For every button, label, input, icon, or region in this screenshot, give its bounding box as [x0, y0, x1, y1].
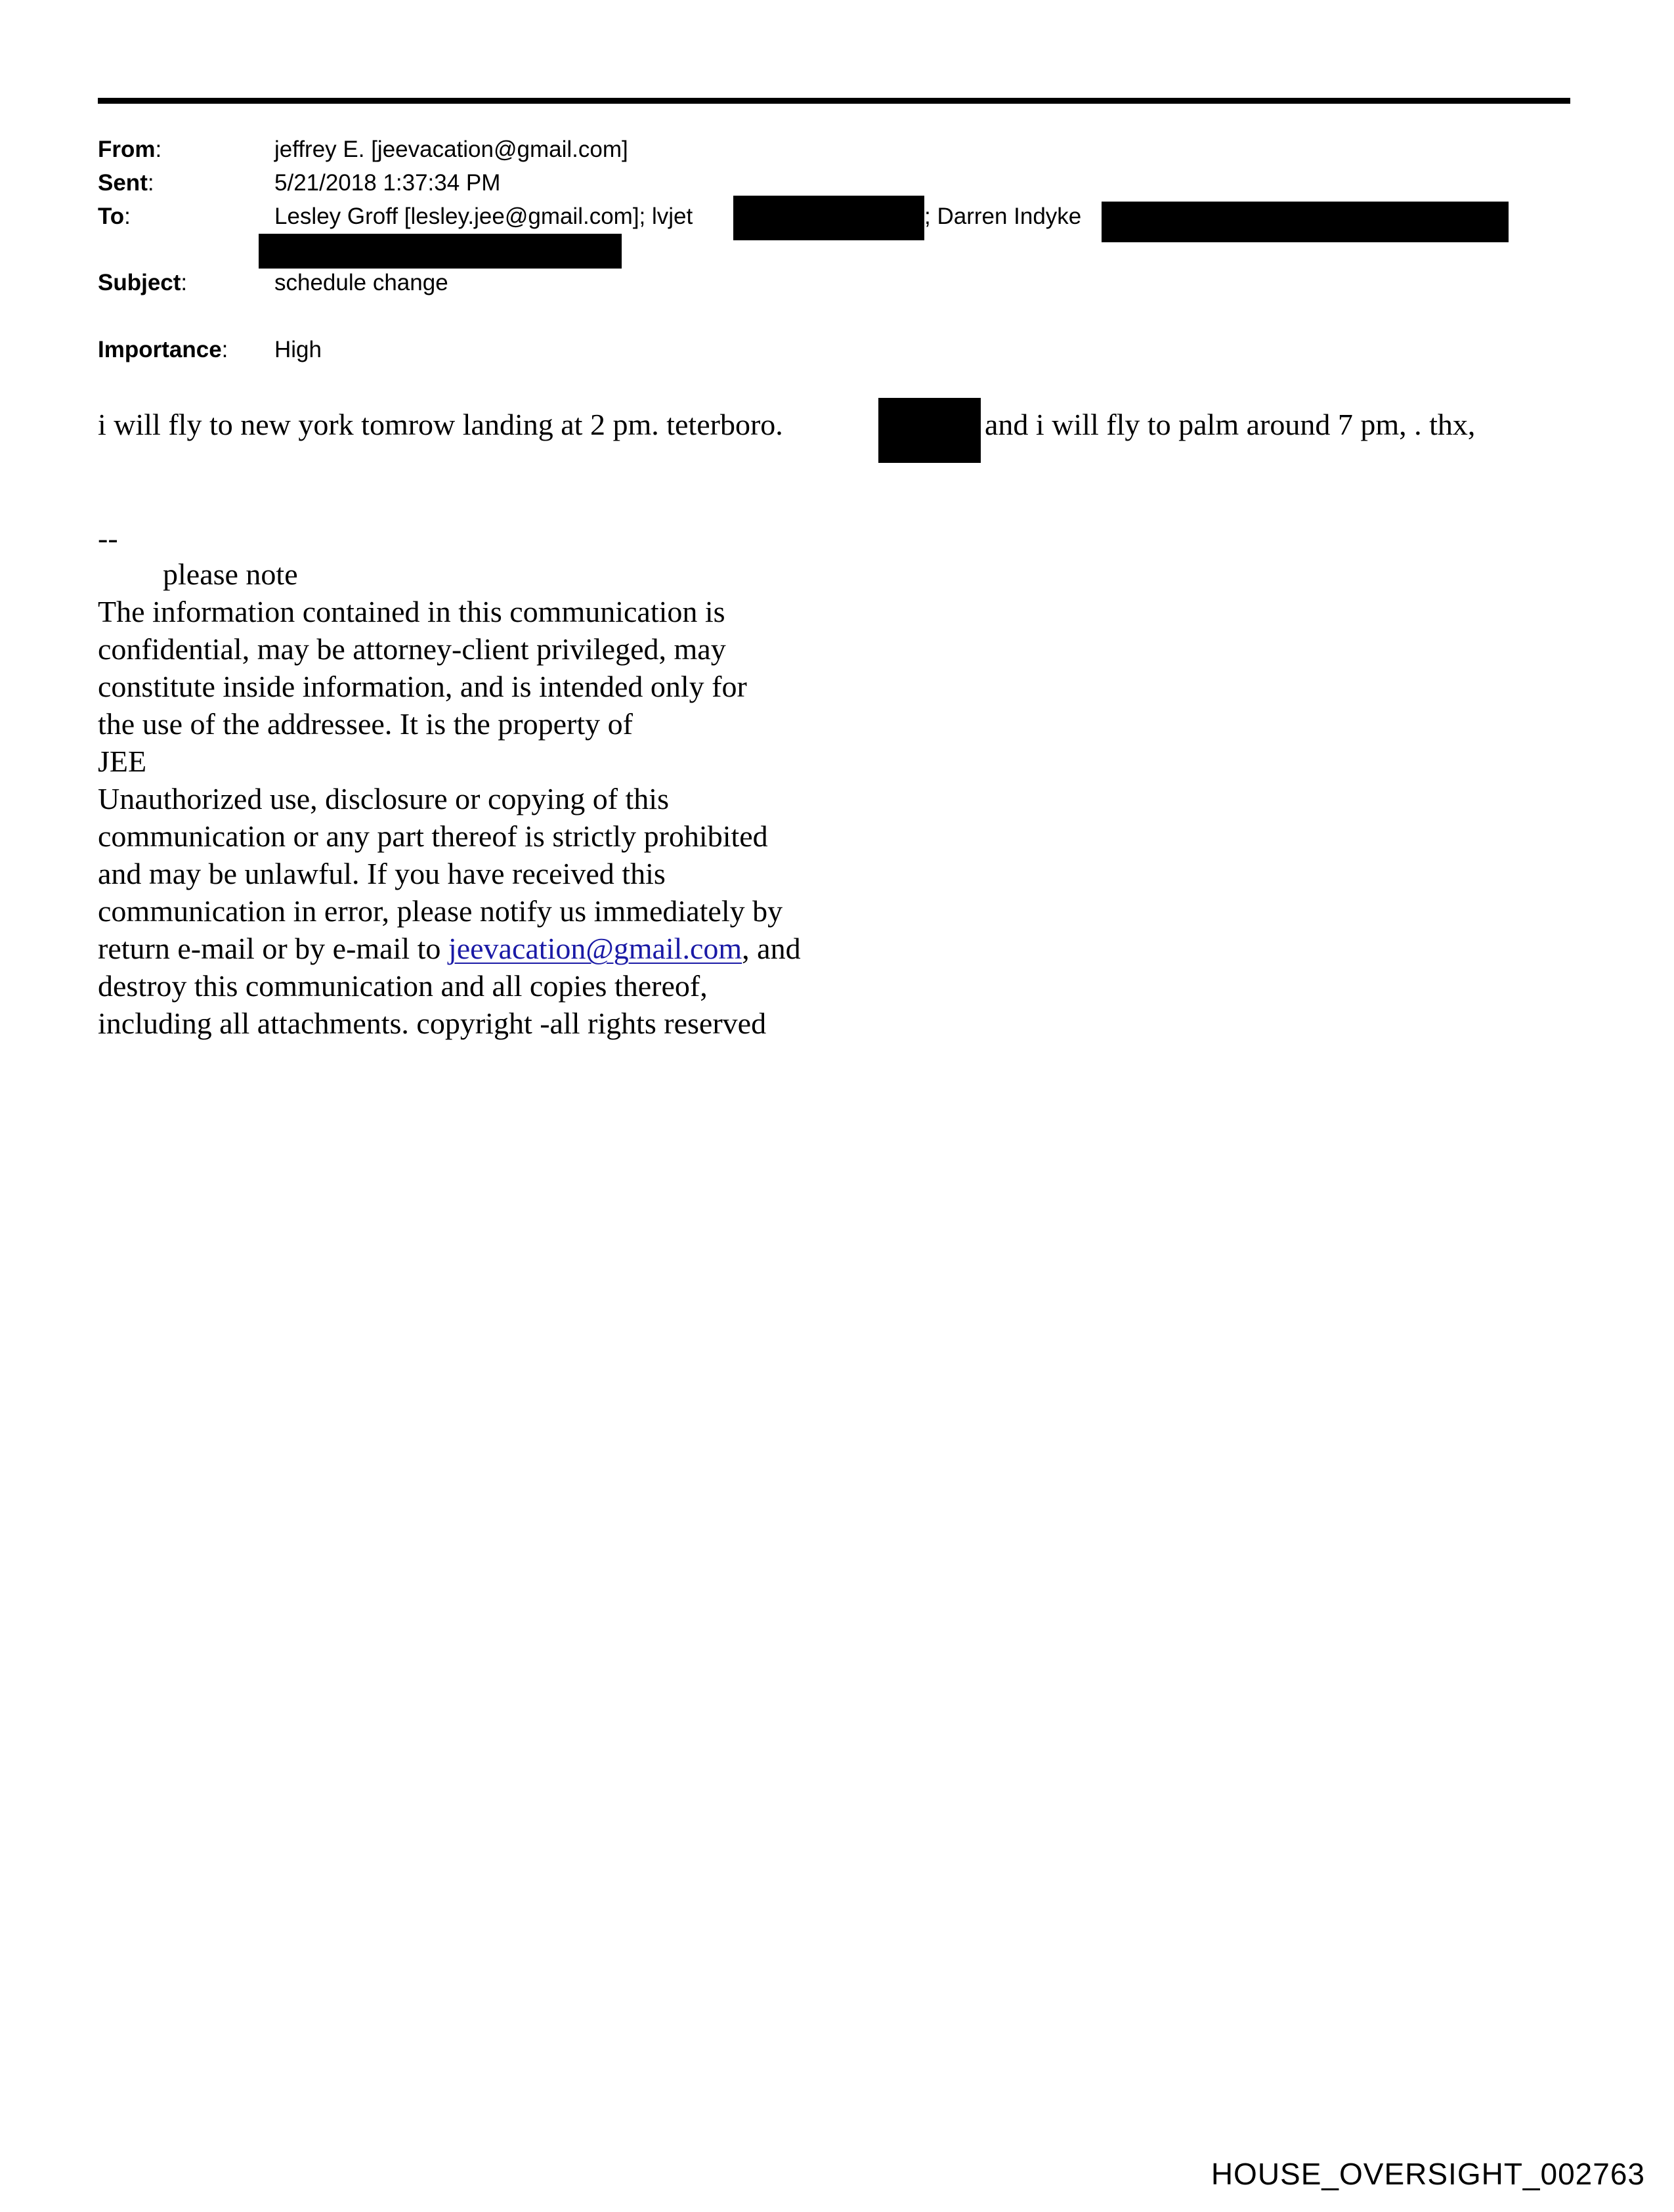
- sent-label-row: [98, 169, 154, 198]
- header-rule: [98, 98, 1570, 104]
- sent-value: 5/21/2018 1:37:34 PM: [274, 170, 501, 196]
- email-link[interactable]: jeevacation@gmail.com: [448, 932, 742, 965]
- from-label-row: [98, 135, 161, 164]
- redaction-box: [1102, 202, 1509, 242]
- message-text-part1: i will fly to new york tomrow landing at 2 pm. teterboro.: [98, 408, 783, 441]
- subject-label-row: [98, 269, 187, 297]
- redaction-box: [733, 196, 924, 240]
- disclaimer-line: constitute inside information, and is intended only for: [98, 670, 747, 703]
- disclaimer-text: return e-mail or by e-mail to: [98, 932, 448, 965]
- disclaimer-line: confidential, may be attorney-client privileged, may: [98, 632, 726, 666]
- disclaimer-line: the use of the addressee. It is the property of: [98, 707, 633, 741]
- disclaimer-line: JEE: [98, 745, 147, 778]
- importance-colon: :: [221, 337, 228, 362]
- disclaimer-line: communication or any part thereof is strictly prohibited: [98, 819, 768, 853]
- disclaimer-line: and may be unlawful. If you have received this: [98, 857, 666, 890]
- importance-value: High: [274, 337, 322, 362]
- signature-dashes: --: [98, 521, 118, 555]
- to-label: To: [98, 204, 125, 229]
- subject-value: schedule change: [274, 270, 448, 295]
- disclaimer-line: communication in error, please notify us immediately by: [98, 894, 783, 928]
- to-recipients-part1: Lesley Groff [lesley.jee@gmail.com]; lvjet: [274, 204, 693, 229]
- importance-label-row: [98, 336, 228, 364]
- disclaimer-line: The information contained in this communication is: [98, 595, 725, 628]
- redaction-box: [878, 398, 981, 463]
- from-value: jeffrey E. [jeevacation@gmail.com]: [274, 137, 628, 162]
- disclaimer-line: destroy this communication and all copies thereof,: [98, 969, 708, 1003]
- message-text-part2: and i will fly to palm around 7 pm, . thx,: [985, 408, 1476, 441]
- disclaimer-line-with-link: [98, 930, 801, 967]
- disclaimer-text: , and: [742, 932, 801, 965]
- from-colon: :: [155, 137, 162, 162]
- to-colon: :: [124, 204, 131, 229]
- sent-label: Sent: [98, 170, 148, 196]
- redaction-box: [259, 234, 622, 269]
- disclaimer-line: including all attachments. copyright -all rights reserved: [98, 1007, 767, 1040]
- from-label: From: [98, 137, 156, 162]
- to-label-row: [98, 202, 131, 231]
- subject-colon: :: [181, 270, 188, 295]
- disclaimer-line: Unauthorized use, disclosure or copying of this: [98, 782, 669, 815]
- sent-colon: :: [147, 170, 154, 196]
- subject-label: Subject: [98, 270, 181, 295]
- importance-label: Importance: [98, 337, 222, 362]
- to-recipients-part2: ; Darren Indyke: [924, 204, 1082, 229]
- please-note: please note: [163, 557, 298, 591]
- document-id: HOUSE_OVERSIGHT_002763: [1211, 2157, 1645, 2191]
